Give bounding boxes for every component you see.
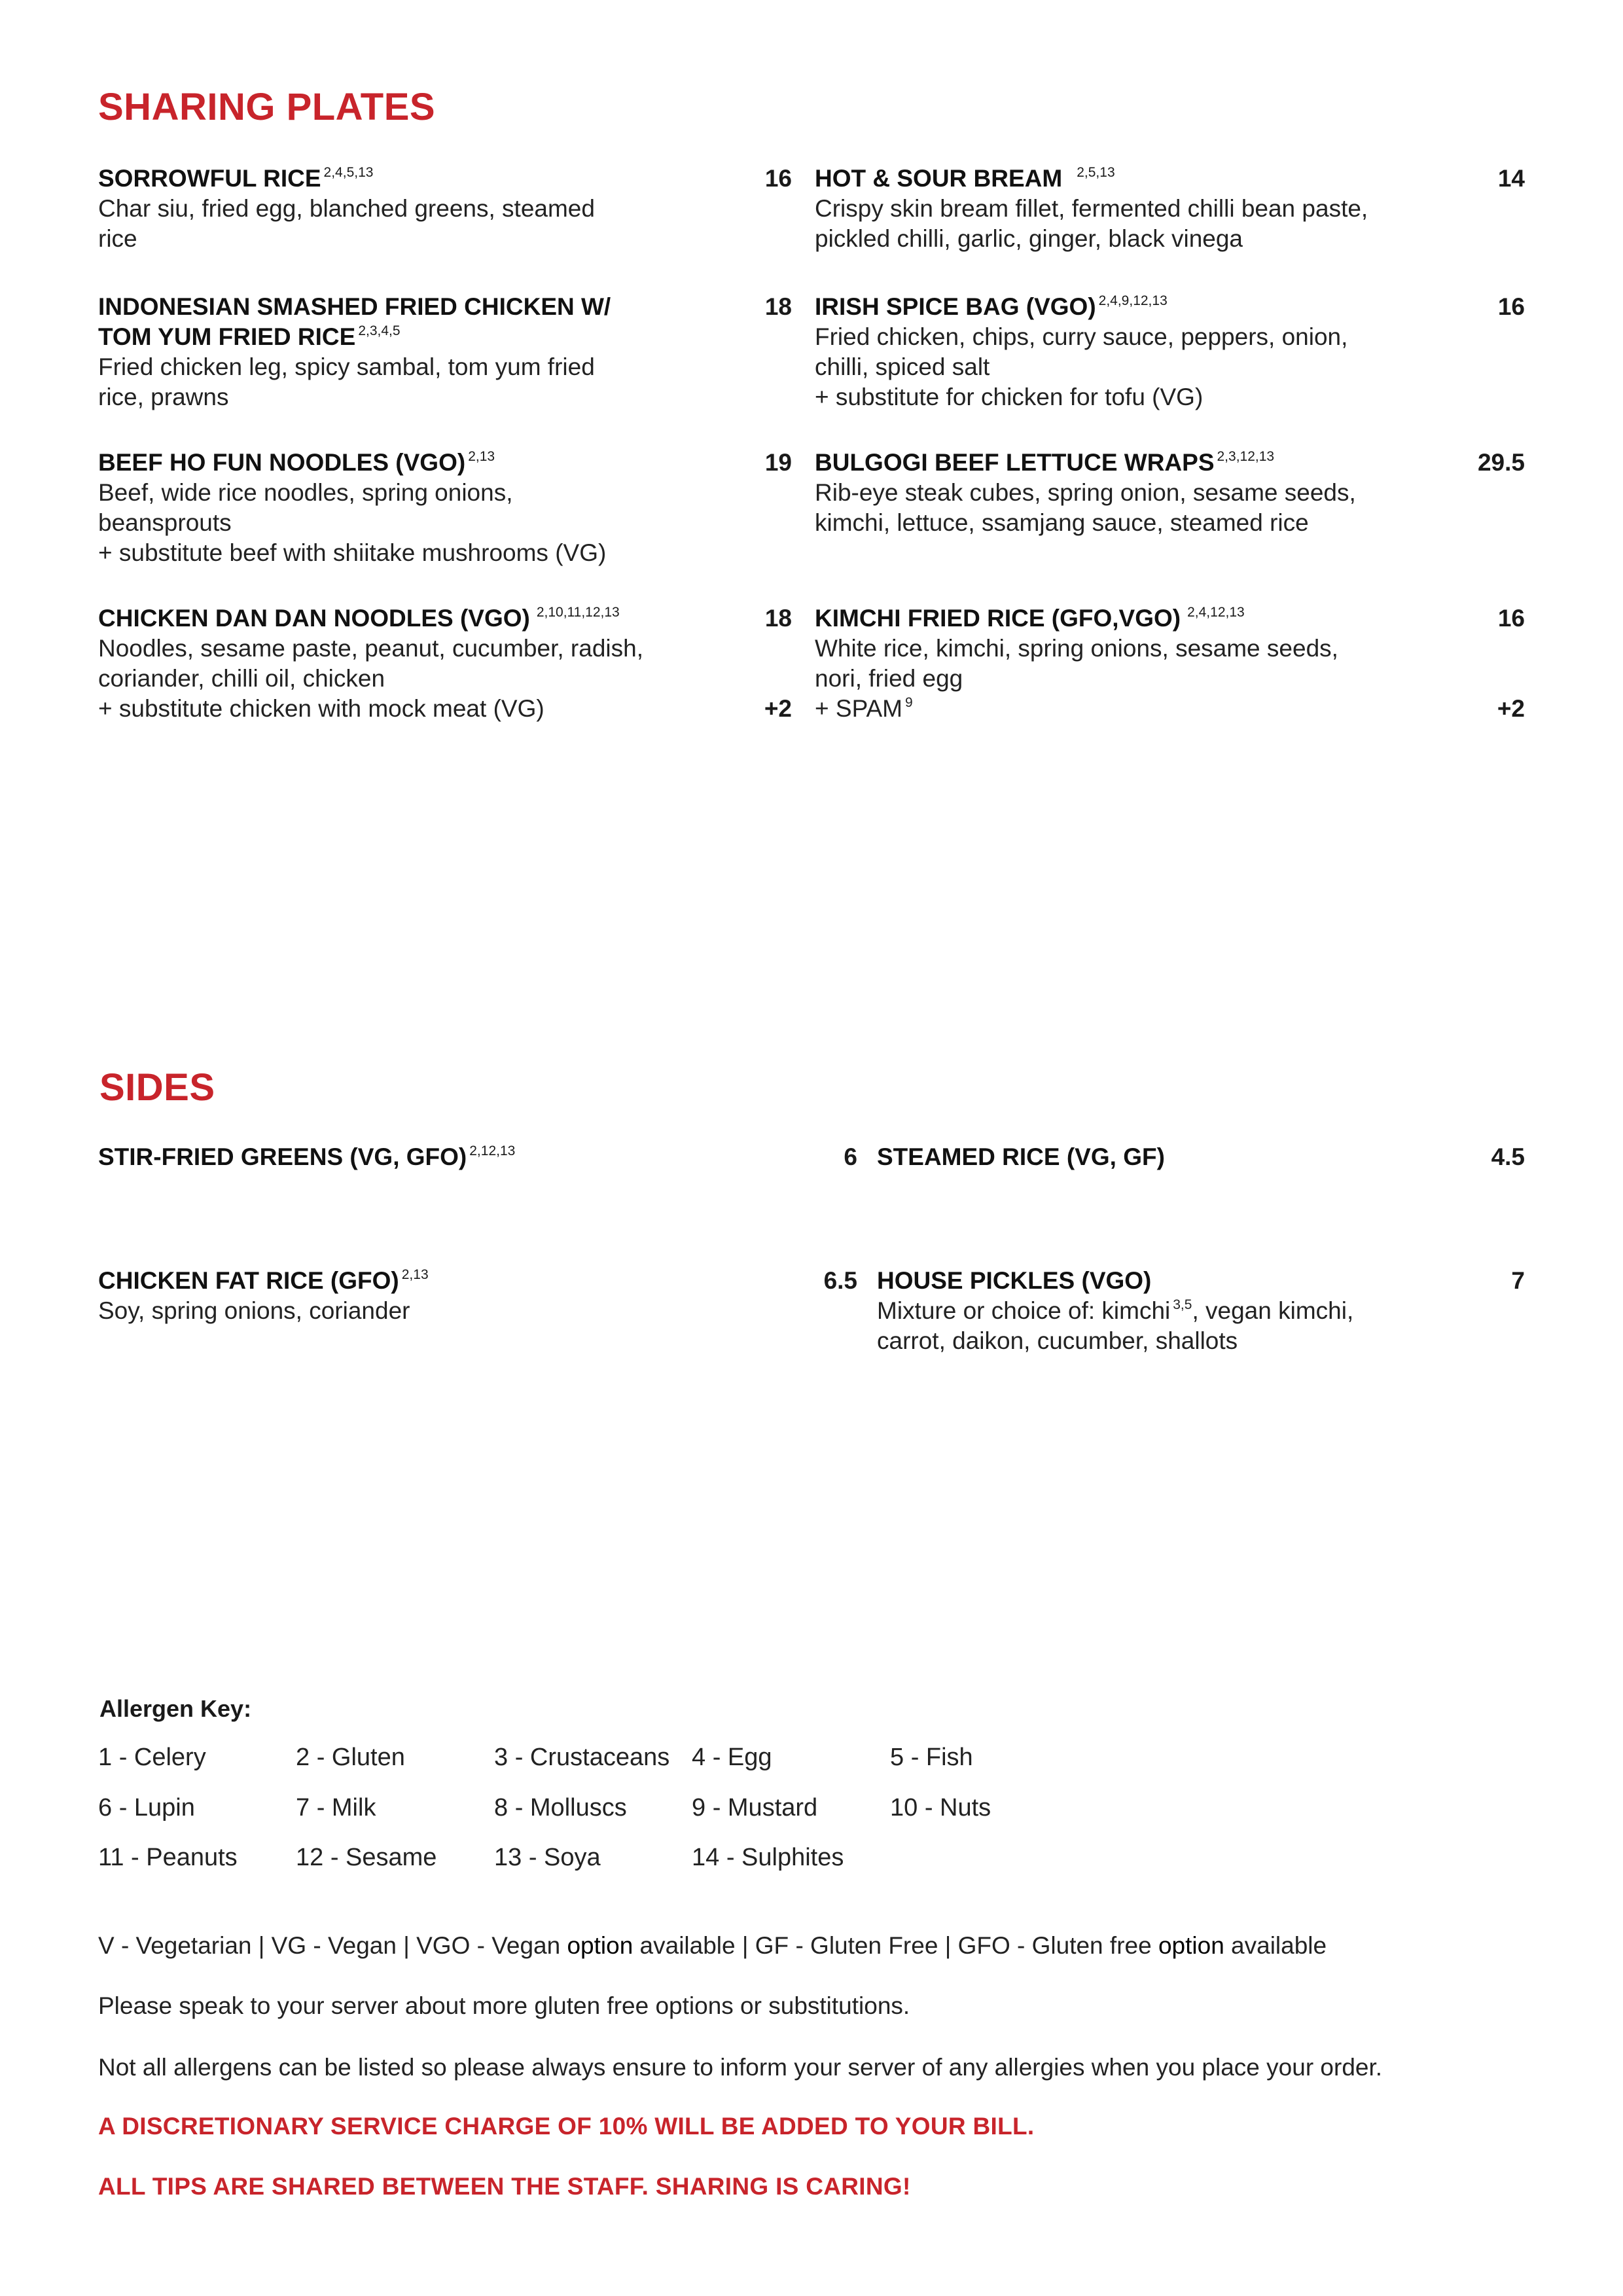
allergen-entry: 2 - Gluten: [296, 1744, 405, 1771]
item-price: 14: [1497, 165, 1525, 192]
allergen-entry: 5 - Fish: [890, 1744, 973, 1771]
item-name: INDONESIAN SMASHED FRIED CHICKEN W/: [98, 293, 611, 320]
allergen-codes: 2,10,11,12,13: [536, 605, 620, 620]
item-name: HOUSE PICKLES (VGO): [877, 1267, 1152, 1294]
menu-item: [877, 1142, 1453, 1172]
allergen-entry: 1 - Celery: [98, 1744, 206, 1771]
item-name: SORROWFUL RICE: [98, 165, 321, 192]
item-name-cont: TOM YUM FRIED RICE: [98, 323, 356, 350]
item-description: White rice, kimchi, spring onions, sesame seeds,: [815, 635, 1338, 662]
allergen-codes: 2,3,4,5: [358, 323, 401, 338]
menu-item: [98, 164, 707, 254]
item-description: rice: [98, 225, 137, 252]
item-name: STEAMED RICE (VG, GF): [877, 1143, 1165, 1170]
allergen-entry: 7 - Milk: [296, 1794, 376, 1821]
item-price: 7: [1511, 1267, 1525, 1294]
item-description: , vegan kimchi,: [1192, 1297, 1354, 1324]
allergen-codes: 9: [905, 695, 913, 710]
item-description: Noodles, sesame paste, peanut, cucumber, radish,: [98, 635, 643, 662]
allergen-codes: 2,4,5,13: [323, 165, 374, 180]
allergen-disclaimer: Not all allergens can be listed so please always ensure to inform your server of any allergies when you place your order.: [98, 2054, 1383, 2081]
item-name: STIR-FRIED GREENS (VG, GFO): [98, 1143, 467, 1170]
item-description: chilli, spiced salt: [815, 353, 990, 380]
menu-item: [98, 603, 726, 724]
item-price: 18: [764, 293, 792, 320]
item-description: pickled chilli, garlic, ginger, black vinega: [815, 225, 1243, 252]
item-description: rice, prawns: [98, 384, 229, 410]
allergen-entry: 13 - Soya: [494, 1844, 601, 1871]
item-substitution: + SPAM: [815, 695, 902, 722]
item-name: BEEF HO FUN NOODLES (VGO): [98, 449, 466, 476]
menu-item: [815, 164, 1469, 254]
allergen-entry: 11 - Peanuts: [98, 1844, 238, 1871]
allergen-codes: 2,13: [468, 449, 495, 464]
item-name: BULGOGI BEEF LETTUCE WRAPS: [815, 449, 1215, 476]
sides-heading: SIDES: [99, 1066, 215, 1109]
item-description: nori, fried egg: [815, 665, 963, 692]
item-description: Soy, spring onions, coriander: [98, 1297, 410, 1324]
item-description: kimchi, lettuce, ssamjang sauce, steamed rice: [815, 509, 1309, 536]
legend-option: option: [567, 1932, 633, 1959]
sharing-plates-heading: SHARING PLATES: [98, 86, 436, 128]
item-price: 16: [1497, 293, 1525, 320]
item-name: IRISH SPICE BAG (VGO): [815, 293, 1096, 320]
item-price: 6.5: [823, 1267, 857, 1294]
allergen-entry: 3 - Crustaceans: [494, 1744, 670, 1771]
allergen-codes: 2,3,12,13: [1217, 449, 1275, 464]
menu-item: [877, 1266, 1453, 1356]
menu-item: [815, 292, 1469, 412]
allergen-entry: 9 - Mustard: [692, 1794, 818, 1821]
item-name: KIMCHI FRIED RICE (GFO,VGO): [815, 605, 1181, 632]
item-description: Beef, wide rice noodles, spring onions,: [98, 479, 513, 506]
allergen-entry: 10 - Nuts: [890, 1794, 991, 1821]
item-substitution: + substitute for chicken for tofu (VG): [815, 384, 1204, 410]
item-name: CHICKEN DAN DAN NOODLES (VGO): [98, 605, 530, 632]
allergen-entry: 4 - Egg: [692, 1744, 772, 1771]
item-description: Char siu, fried egg, blanched greens, steamed: [98, 195, 595, 222]
item-description: Fried chicken, chips, curry sauce, peppers, onion,: [815, 323, 1348, 350]
legend-text: available: [1224, 1932, 1327, 1959]
allergen-codes: 2,4,9,12,13: [1098, 293, 1168, 308]
legend-option: option: [1158, 1932, 1224, 1959]
allergen-entry: 12 - Sesame: [296, 1844, 437, 1871]
service-charge-note: A DISCRETIONARY SERVICE CHARGE OF 10% WILL BE ADDED TO YOUR BILL.: [98, 2113, 1035, 2140]
item-description: Fried chicken leg, spicy sambal, tom yum fried: [98, 353, 595, 380]
allergen-codes: 2,4,12,13: [1187, 605, 1245, 620]
allergen-entry: 6 - Lupin: [98, 1794, 195, 1821]
allergen-key-heading: Allergen Key:: [99, 1695, 252, 1722]
item-price: 16: [764, 165, 792, 192]
menu-item: [815, 603, 1469, 724]
menu-item: [98, 292, 726, 412]
allergen-entry: 14 - Sulphites: [692, 1844, 844, 1871]
allergen-entry: 8 - Molluscs: [494, 1794, 627, 1821]
allergen-codes: 3,5: [1173, 1297, 1192, 1312]
allergen-codes: 2,13: [401, 1267, 429, 1282]
item-price: 29.5: [1477, 449, 1525, 476]
item-description: beansprouts: [98, 509, 232, 536]
gluten-note: Please speak to your server about more gluten free options or substitutions.: [98, 1992, 910, 2019]
item-description: coriander, chilli oil, chicken: [98, 665, 385, 692]
item-extra-price: +2: [764, 695, 792, 722]
tips-note: ALL TIPS ARE SHARED BETWEEN THE STAFF. SHARING IS CARING!: [98, 2173, 911, 2200]
item-substitution: + substitute chicken with mock meat (VG): [98, 695, 544, 722]
item-description: carrot, daikon, cucumber, shallots: [877, 1327, 1238, 1354]
dietary-legend: [98, 1932, 1327, 1960]
item-description: Rib-eye steak cubes, spring onion, sesame seeds,: [815, 479, 1356, 506]
item-name: CHICKEN FAT RICE (GFO): [98, 1267, 399, 1294]
menu-item: [98, 1142, 753, 1172]
allergen-codes: 2,12,13: [469, 1143, 516, 1158]
item-price: 18: [764, 605, 792, 632]
item-price: 19: [764, 449, 792, 476]
item-name: HOT & SOUR BREAM: [815, 165, 1063, 192]
item-extra-price: +2: [1497, 695, 1525, 722]
allergen-codes: 2,5,13: [1077, 165, 1115, 180]
item-price: 16: [1497, 605, 1525, 632]
item-price: 4.5: [1491, 1143, 1525, 1170]
menu-item: [98, 1266, 753, 1326]
legend-text: V - Vegetarian | VG - Vegan | VGO - Vegan: [98, 1932, 567, 1959]
item-description: Crispy skin bream fillet, fermented chilli bean paste,: [815, 195, 1368, 222]
menu-item: [815, 448, 1469, 538]
item-substitution: + substitute beef with shiitake mushrooms (VG): [98, 539, 607, 566]
item-description: Mixture or choice of: kimchi: [877, 1297, 1171, 1324]
legend-text: available | GF - Gluten Free | GFO - Gluten free: [633, 1932, 1158, 1959]
menu-item: [98, 448, 726, 568]
item-price: 6: [844, 1143, 857, 1170]
